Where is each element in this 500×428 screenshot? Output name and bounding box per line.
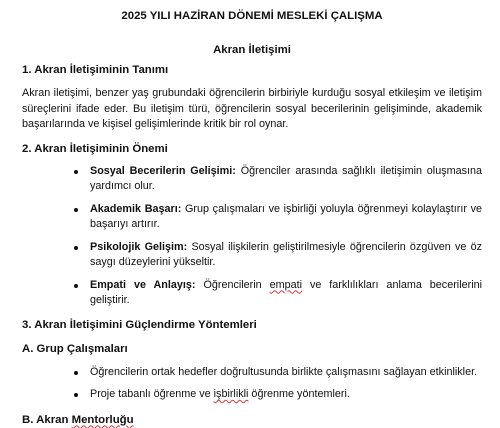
spellcheck-word: işbirlikli [213,388,249,400]
bullet-icon [74,284,78,288]
bullet-icon [74,393,78,397]
section-1-heading: 1. Akran İletişiminin Tanımı [22,64,169,76]
list-item-text: Proje tabanlı öğrenme ve [90,388,214,400]
list-item [22,202,482,233]
list-item-term: Psikolojik Gelişim: [90,240,188,253]
subsection-a-list [22,365,482,403]
subsection-b-heading-text: B. Akran [22,413,72,426]
list-item-term: Empati ve Anlayış: [90,278,196,291]
list-item [22,240,482,271]
section-2-list [22,164,482,309]
list-item-term: Akademik Başarı: [90,202,182,215]
list-item [22,164,482,195]
list-item-text: öğrenme yöntemleri. [248,388,350,400]
list-item-text: Sosyal ilişkilerin geliştirilmesiyle öğrencilerin özgüven ve öz saygı düzeylerini yükseltir. [90,240,482,268]
list-item [22,387,482,403]
list-item [22,278,482,309]
list-item [22,365,482,381]
document-title: 2025 YILI HAZİRAN DÖNEMİ MESLEKİ ÇALIŞMA [121,10,383,22]
section-3-heading: 3. Akran İletişimini Güçlendirme Yöntemleri [22,318,257,331]
section-2-heading: 2. Akran İletişiminin Önemi [22,142,168,155]
bullet-icon [74,208,78,212]
bullet-icon [74,246,78,250]
subsection-b-heading [22,412,482,428]
list-item-term: Sosyal Becerilerin Gelişimi: [90,164,236,177]
bullet-icon [74,371,78,375]
subsection-a-heading: A. Grup Çalışmaları [22,342,128,355]
document-subtitle: Akran İletişimi [213,44,291,56]
list-item-text: Grup çalışmaları ve işbirliği yoluyla öğrenmeyi kolaylaştırır ve başarıyı artırır. [90,202,483,230]
list-item-text: Öğrenciler arasında sağlıklı iletişimin oluşmasına yardımcı olur. [90,164,483,192]
spellcheck-word: Mentorluğu [71,413,134,426]
list-item-text: Öğrencilerin ortak hedefler doğrultusunda birlikte çalışmasını sağlayan etkinlikler. [90,365,478,378]
section-1-paragraph: Akran iletişimi, benzer yaş grubundaki öğrencilerin birbiriyle kurduğu sosyal etkileşim ve iletişim süreçlerini ifade eder. Bu iletişim türü, öğrencilerin sosyal becerilerinin gelişiminde, akademik başarılarında ve kişisel gelişimlerinde kritik bir rol oynar. [22,87,482,130]
spellcheck-word: empati [269,278,303,291]
list-item-text: ve farklılıkları anlama becerilerini geliştirir. [90,278,482,306]
bullet-icon [74,170,78,174]
list-item-text: Öğrencilerin [195,278,270,291]
